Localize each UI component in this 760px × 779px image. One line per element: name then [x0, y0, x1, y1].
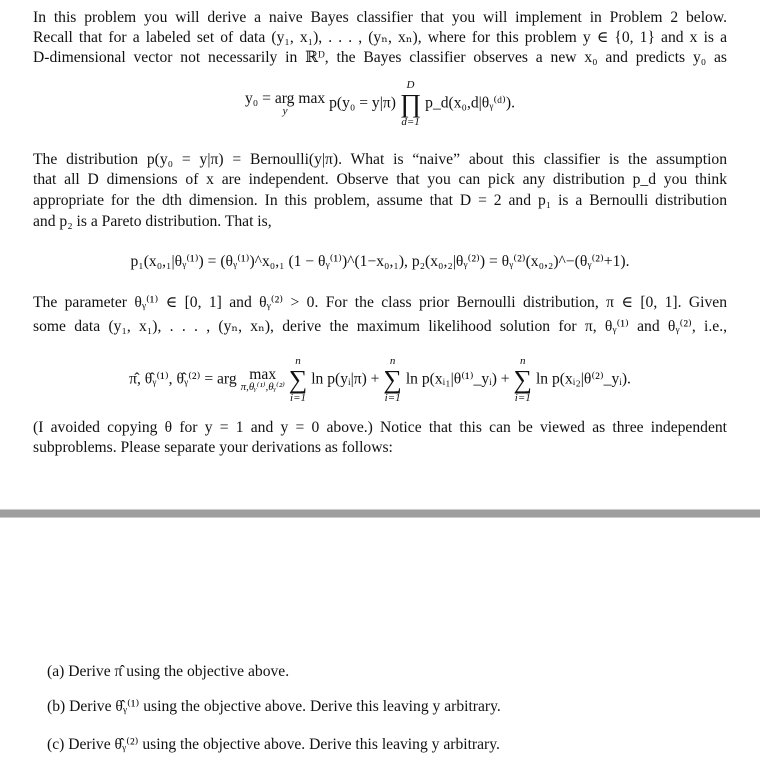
sum-top: n [389, 355, 396, 367]
sum-bottom: i=1 [514, 392, 531, 404]
para3-line-2: some data (y₁, x₁), . . . , (yₙ, xₙ), derive the maximum likelihood solution for π, θᵧ⁽¹⁾ and θᵧ⁽²⁾, i.e., [33, 318, 727, 335]
subproblem-b: (b) Derive θ̂ᵧ⁽¹⁾ using the objective above. Derive this leaving y arbitrary. [47, 698, 501, 715]
intro-line-3: D-dimensional vector not necessarily in ℝᴰ, the Bayes classifier observes a new x₀ and predicts y₀ as [33, 49, 727, 66]
eq3-term-3: ln p(xᵢ₂|θ⁽²⁾_yᵢ). [535, 370, 631, 388]
eq1-rhs: p_d(x₀,d|θᵧ⁽ᵈ⁾). [425, 94, 515, 112]
sum-bottom: i=1 [384, 392, 401, 404]
eq1-prod-top: D [406, 79, 415, 91]
sum-symbol: ∑ [513, 365, 533, 394]
para2-line-4: and p₂ is a Pareto distribution. That is, [33, 213, 272, 230]
eq1-mid: p(y₀ = y|π) [329, 94, 396, 112]
eq3-lhs: π̂, θ̂ᵧ⁽¹⁾, θ̂ᵧ⁽²⁾ = arg [129, 370, 237, 388]
sum-symbol: ∑ [288, 365, 308, 394]
eq1-lhs: y₀ = arg max [245, 89, 326, 107]
product-symbol: ∏ [399, 89, 422, 118]
eq3-under: π,θᵧ⁽¹⁾,θᵧ⁽²⁾ [240, 381, 285, 394]
subproblem-a: (a) Derive π̂ using the objective above. [47, 663, 290, 680]
subproblem-c: (c) Derive θ̂ᵧ⁽²⁾ using the objective above. Derive this leaving y arbitrary. [47, 736, 500, 753]
sum-top: n [520, 355, 526, 367]
para3-line-1: The parameter θᵧ⁽¹⁾ ∈ [0, 1] and θᵧ⁽²⁾ > 0. For the class prior Bernoulli distribution, π ∈ [0, 1]. Given [33, 294, 727, 311]
eq3-max: max [249, 365, 277, 383]
equation-mle-objective [0, 356, 760, 404]
intro-line-1: In this problem you will derive a naive Bayes classifier that you will implement in Problem 2 below. [33, 9, 727, 26]
para2-line-1: The distribution p(y₀ = y|π) = Bernoulli(y|π). What is “naive” about this classifier is the assumption [33, 151, 727, 168]
eq3-term-2: ln p(xᵢ₁|θ⁽¹⁾_yᵢ) + [405, 370, 510, 388]
para2-line-2: that all D dimensions of x are independent. Observe that you can pick any distribution p_d you think [33, 171, 727, 188]
eq1-under: y [282, 105, 288, 118]
sum-top: n [295, 355, 301, 367]
eq3-term-1: ln p(yᵢ|π) + [311, 370, 380, 388]
page-divider [0, 509, 760, 518]
sum-bottom: i=1 [290, 392, 307, 404]
intro-line-2: Recall that for a labeled set of data (y₁, x₁), . . . , (yₙ, xₙ), where for this problem y ∈ {0, 1} and x is a [33, 29, 727, 46]
equation-distributions: p₁(x₀,₁|θᵧ⁽¹⁾) = (θᵧ⁽¹⁾)^x₀,₁ (1 − θᵧ⁽¹⁾)^(1−x₀,₁), p₂(x₀,₂|θᵧ⁽²⁾) = θᵧ⁽²⁾(x₀,₂)^−(θᵧ⁽²⁾+1). [130, 253, 630, 270]
sum-symbol: ∑ [383, 365, 402, 394]
equation-bayes-classifier [0, 80, 760, 128]
para4-line-2: subproblems. Please separate your derivations as follows: [33, 439, 393, 456]
para2-line-3: appropriate for the dth dimension. In this problem, assume that D = 2 and p₁ is a Bernoulli distribution [33, 192, 727, 209]
para4-line-1: (I avoided copying θ for y = 1 and y = 0 above.) Notice that this can be viewed as three independent [33, 419, 727, 436]
eq1-prod-bottom: d=1 [401, 116, 420, 128]
